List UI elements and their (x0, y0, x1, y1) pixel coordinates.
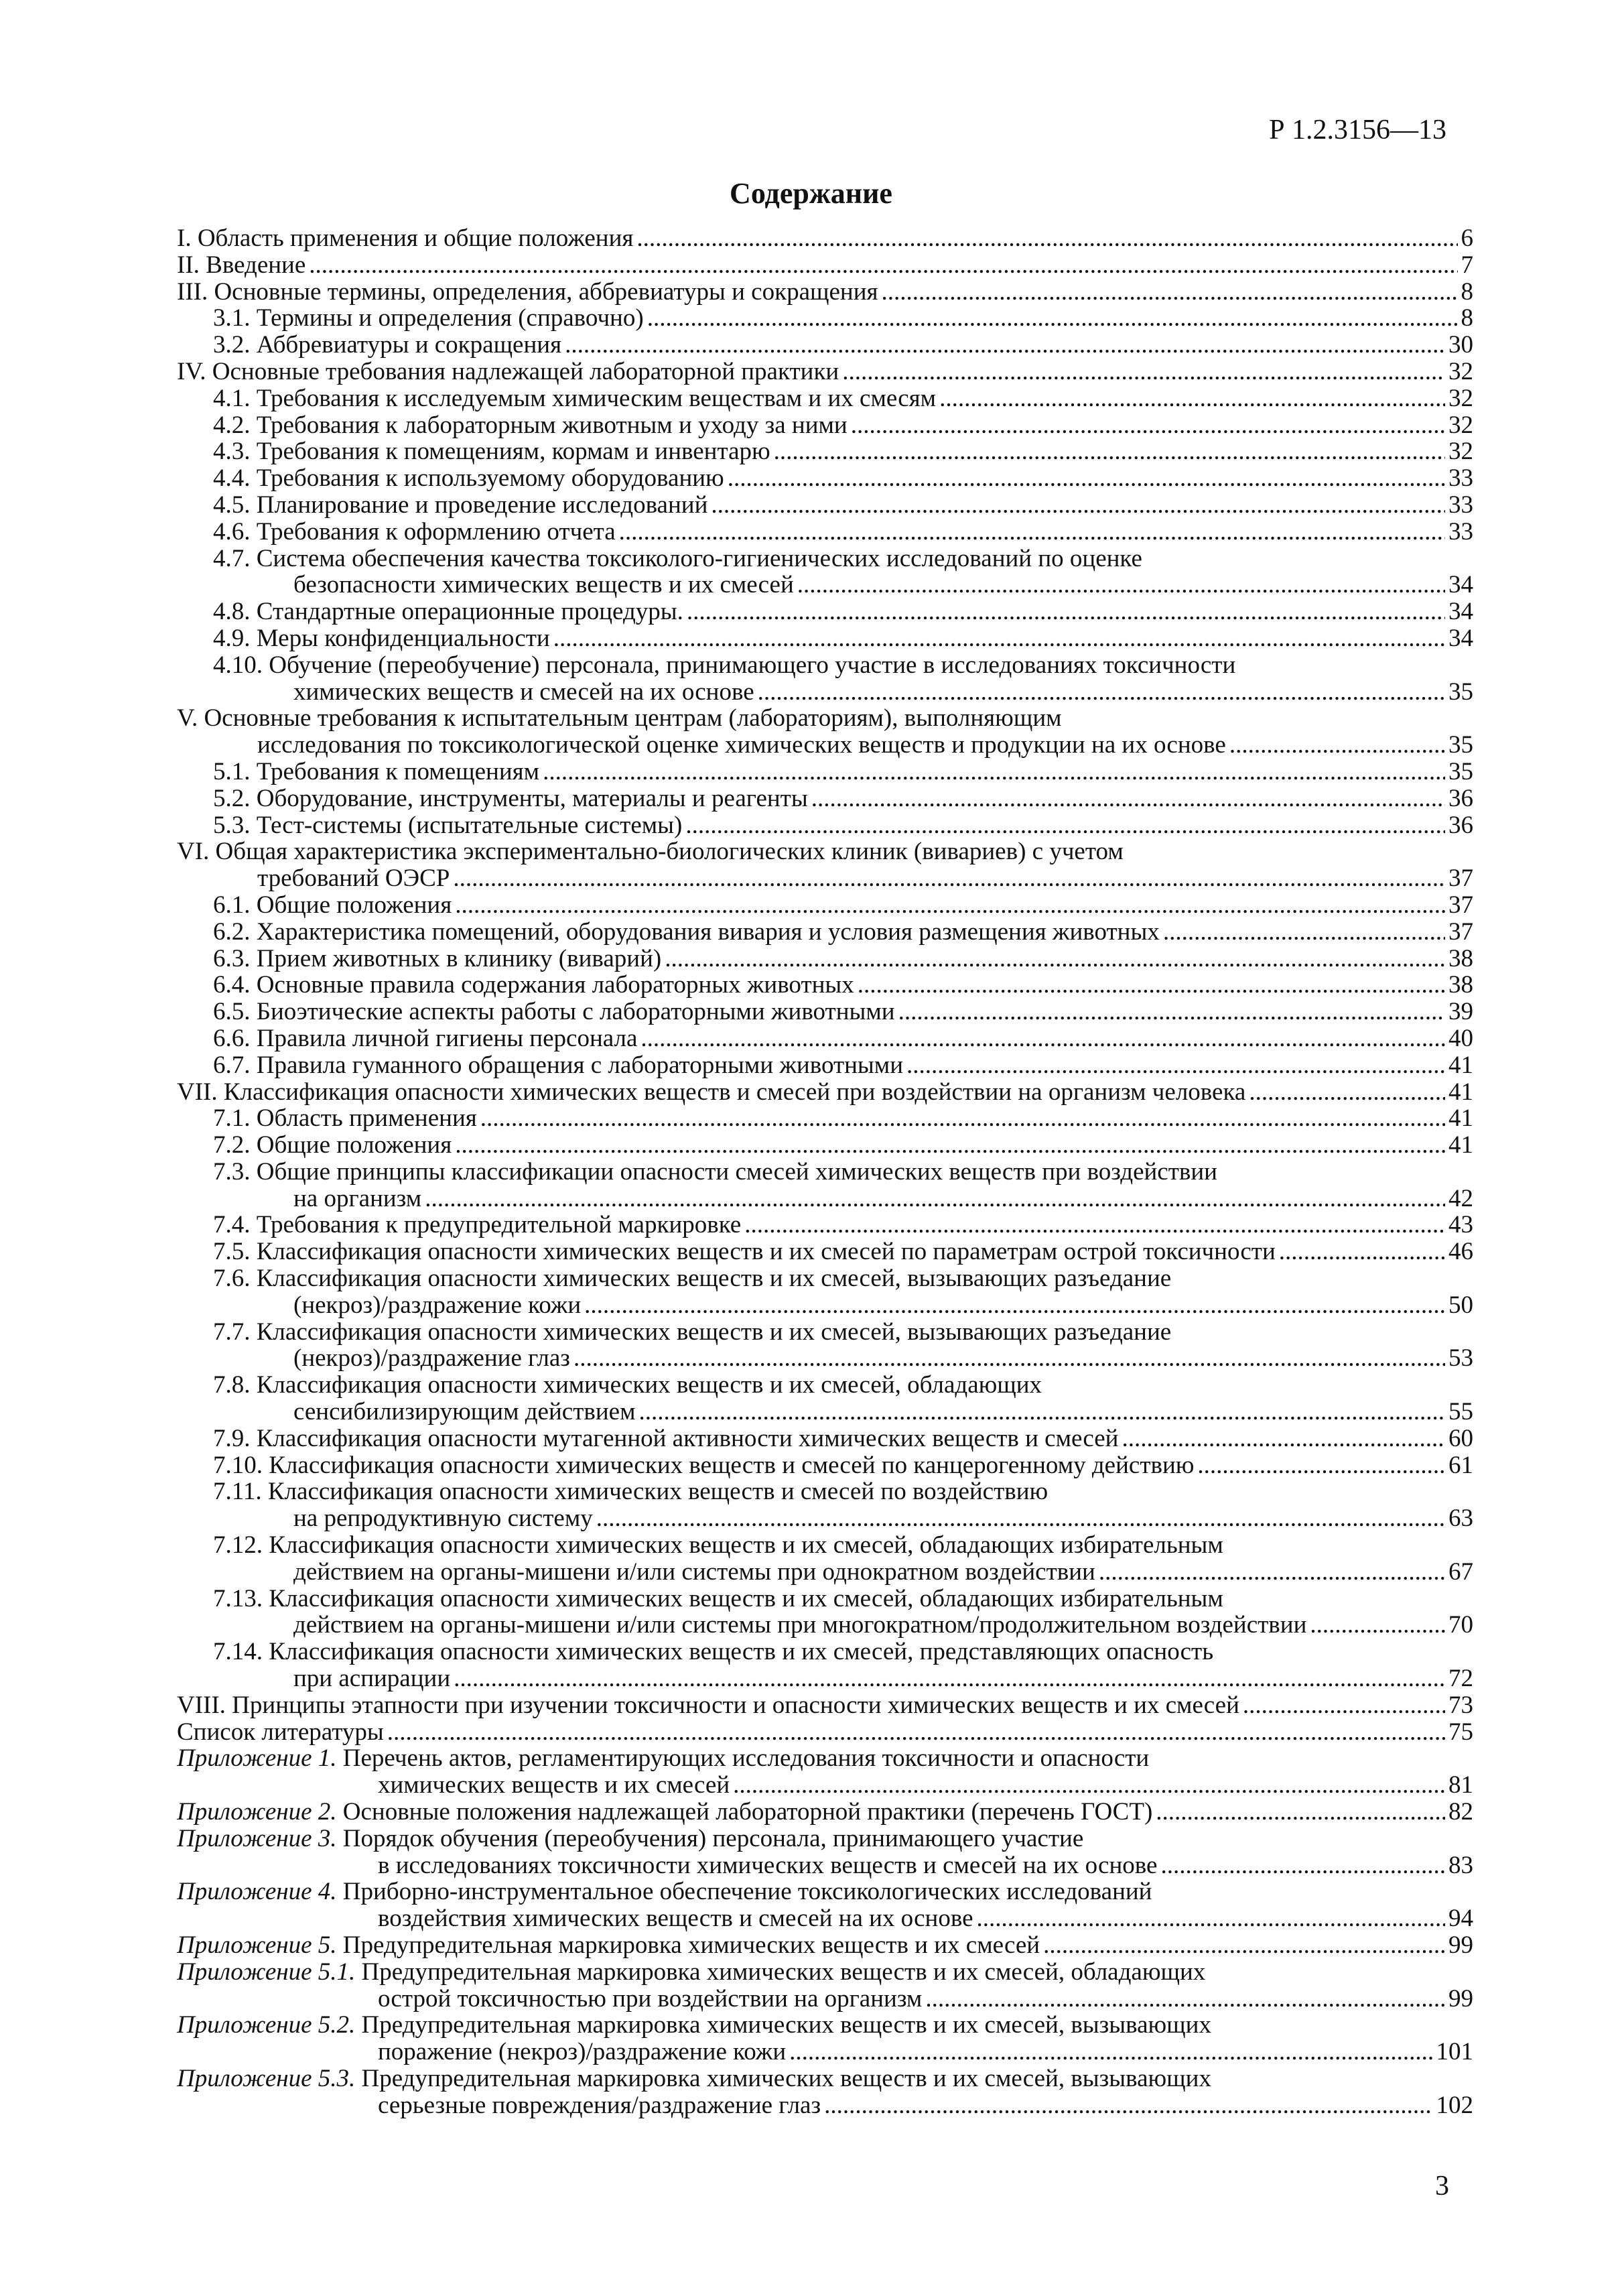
toc-entry-text: 4.4. Требования к используемому оборудованию (213, 464, 724, 493)
appendix-label: Приложение 5.2. (177, 2011, 356, 2039)
toc-entry[interactable] (177, 865, 1473, 892)
toc-entry[interactable] (177, 492, 1473, 519)
toc-entry[interactable] (177, 519, 1473, 546)
dot-leader (1249, 1079, 1445, 1106)
toc-entry-text: 7.7. Классификация опасности химических веществ и их смесей, вызывающих разъедание (213, 1318, 1172, 1346)
toc-page-number: 41 (1448, 1078, 1473, 1106)
toc-entry-line (177, 2012, 1473, 2039)
dot-leader (1279, 1238, 1445, 1265)
dot-leader (744, 1212, 1445, 1238)
dot-leader (824, 2092, 1432, 2119)
toc-entry[interactable] (177, 2039, 1473, 2065)
toc-entry-text: (некроз)/раздражение кожи (293, 1291, 582, 1319)
toc-page-number: 83 (1448, 1851, 1473, 1879)
toc-page-number: 32 (1448, 411, 1473, 439)
toc-page-number: 43 (1448, 1211, 1473, 1239)
toc-page-number: 72 (1448, 1665, 1473, 1693)
dot-leader (640, 1025, 1445, 1052)
toc-entry[interactable] (177, 1345, 1473, 1372)
toc-entry-text: VIII. Принципы этапности при изучении токсичности и опасности химических веществ и их смесей (177, 1691, 1239, 1719)
dot-leader (1163, 919, 1445, 946)
toc-page-number: 99 (1448, 1984, 1473, 2013)
toc-page-number: 102 (1436, 2091, 1473, 2119)
toc-entry[interactable] (177, 1986, 1473, 2013)
toc-entry-text: 6.2. Характеристика помещений, оборудования вивария и условия размещения животных (213, 917, 1160, 946)
toc-entry-text: химических веществ и смесей на их основе (293, 678, 754, 706)
toc-entry-line (177, 1478, 1473, 1505)
toc-page-number: 39 (1448, 998, 1473, 1026)
dot-leader (842, 359, 1445, 385)
toc-entry[interactable] (177, 892, 1473, 919)
toc-entry[interactable] (177, 999, 1473, 1025)
toc-entry[interactable] (177, 1932, 1473, 1959)
toc-entry-line (177, 1826, 1473, 1852)
toc-entry-text: 3.2. Аббревиатуры и сокращения (213, 331, 562, 359)
toc-page-number: 32 (1448, 384, 1473, 412)
toc-page-number: 67 (1448, 1557, 1473, 1586)
toc-page-number: 99 (1448, 1931, 1473, 1959)
toc-entry-text: 7.1. Область применения (213, 1104, 477, 1133)
dot-leader (619, 519, 1445, 546)
dot-leader (553, 625, 1445, 652)
toc-page-number: 34 (1448, 624, 1473, 652)
toc-entry-line (177, 546, 1473, 572)
toc-page-number: 42 (1448, 1184, 1473, 1212)
toc-entry-text: 4.10. Обучение (переобучение) персонала, принимающего участие в исследованиях токсичности (213, 651, 1236, 679)
toc-entry-text: 6.7. Правила гуманного обращения с лабораторными животными (213, 1051, 904, 1079)
toc-entry-text: поражение (некроз)/раздражение кожи (378, 2038, 787, 2066)
toc-page-number: 40 (1448, 1024, 1473, 1052)
dot-leader (455, 1132, 1445, 1159)
toc-entry[interactable] (177, 305, 1473, 332)
toc-entry-text: 4.7. Система обеспечения качества токсиколого-гигиенических исследований по оценке (213, 544, 1142, 572)
dot-leader (636, 225, 1457, 252)
toc-page-number: 34 (1448, 598, 1473, 626)
toc-entry[interactable] (177, 359, 1473, 385)
toc-entry-line (177, 652, 1473, 679)
dot-leader (728, 465, 1445, 492)
toc-entry-text: химических веществ и их смесей (378, 1771, 730, 1799)
toc-page-number: 61 (1448, 1451, 1473, 1479)
toc-entry[interactable] (177, 1505, 1473, 1532)
appendix-label: Приложение 3. (177, 1824, 337, 1852)
dot-leader (543, 759, 1445, 785)
toc-entry-text: безопасности химических веществ и их смесей (293, 571, 794, 599)
toc-entry[interactable] (177, 972, 1473, 999)
dot-leader (596, 1505, 1445, 1532)
toc-entry[interactable] (177, 279, 1473, 306)
dot-leader (711, 492, 1445, 519)
toc-page-number: 94 (1448, 1905, 1473, 1933)
dot-leader (584, 1292, 1445, 1319)
toc-entry-text: 4.8. Стандартные операционные процедуры. (213, 598, 683, 626)
toc-entry[interactable] (177, 438, 1473, 465)
toc-entry[interactable] (177, 465, 1473, 492)
toc-entry[interactable] (177, 1186, 1473, 1212)
appendix-label: Приложение 4. (177, 1878, 337, 1906)
dot-leader (774, 438, 1445, 465)
toc-entry-text: Предупредительная маркировка химических веществ и их смесей (342, 1931, 1040, 1959)
toc-entry-text: 7.2. Общие положения (213, 1131, 452, 1159)
toc-page-number: 33 (1448, 491, 1473, 519)
dot-leader (453, 865, 1445, 892)
toc-entry[interactable] (177, 1212, 1473, 1238)
toc-entry-text: Предупредительная маркировка химических веществ и их смесей, вызывающих (361, 2011, 1211, 2039)
toc-entry-text: 4.1. Требования к исследуемым химическим веществам и их смесям (213, 384, 937, 412)
toc-entry-text: 6.5. Биоэтические аспекты работы с лабораторными животными (213, 998, 895, 1026)
toc-page-number: 32 (1448, 357, 1473, 385)
toc-entry[interactable] (177, 598, 1473, 625)
dot-leader (685, 812, 1445, 839)
dot-leader (1156, 1799, 1445, 1826)
dot-leader (454, 1665, 1445, 1692)
toc-page-number: 75 (1448, 1718, 1473, 1746)
toc-entry[interactable] (177, 1452, 1473, 1479)
toc-page-number: 50 (1448, 1291, 1473, 1319)
toc-entry-text: 4.2. Требования к лабораторным животным и уходу за ними (213, 411, 848, 439)
toc-entry-text: Основные положения надлежащей лабораторной практики (перечень ГОСТ) (342, 1798, 1153, 1826)
toc-entry[interactable] (177, 1799, 1473, 1826)
toc-entry-text: III. Основные термины, определения, аббревиатуры и сокращения (177, 277, 878, 306)
toc-page-number: 36 (1448, 811, 1473, 839)
toc-page-number: 38 (1448, 971, 1473, 999)
toc-entry[interactable] (177, 1612, 1473, 1639)
toc-page-number: 73 (1448, 1691, 1473, 1719)
toc-title: Содержание (730, 177, 892, 210)
toc-page-number: 41 (1448, 1104, 1473, 1133)
toc-page-number: 32 (1448, 438, 1473, 466)
dot-leader (455, 892, 1445, 919)
dot-leader (687, 598, 1445, 625)
dot-leader (939, 385, 1445, 412)
toc-entry-text: 7.10. Классификация опасности химических веществ и смесей по канцерогенному действию (213, 1451, 1195, 1479)
toc-page-number: 6 (1461, 225, 1473, 252)
toc-entry-text: Предупредительная маркировка химических веществ и их смесей, вызывающих (361, 2064, 1211, 2092)
dot-leader (811, 785, 1445, 812)
toc-page-number: 41 (1448, 1051, 1473, 1079)
appendix-label: Приложение 2. (177, 1798, 337, 1826)
toc-page-number: 82 (1448, 1798, 1473, 1826)
toc-page-number: 8 (1461, 304, 1473, 332)
toc-entry[interactable] (177, 332, 1473, 359)
toc-entry-text: V. Основные требования к испытательным центрам (лабораториям), выполняющим (177, 704, 1062, 732)
dot-leader (858, 972, 1445, 999)
toc-entry[interactable] (177, 812, 1473, 839)
toc-page-number: 35 (1448, 757, 1473, 785)
toc-entry[interactable] (177, 1105, 1473, 1132)
toc-entry-text: Предупредительная маркировка химических веществ и их смесей, обладающих (361, 1958, 1206, 1986)
toc-entry-text: на репродуктивную систему (293, 1505, 593, 1533)
toc-entry-line (177, 1878, 1473, 1905)
toc-entry[interactable] (177, 1692, 1473, 1719)
toc-entry-text: Список литературы (177, 1718, 384, 1746)
toc-page-number: 70 (1448, 1611, 1473, 1639)
dot-leader (851, 412, 1445, 439)
toc-entry-text: 7.3. Общие принципы классификации опасности смесей химических веществ при воздействии (213, 1157, 1217, 1186)
toc-entry-text: 7.12. Классификация опасности химических веществ и их смесей, обладающих избирательным (213, 1531, 1223, 1559)
toc-entry-line (177, 1319, 1473, 1346)
toc-entry[interactable] (177, 572, 1473, 598)
dot-leader (1099, 1559, 1445, 1586)
dot-leader (480, 1105, 1445, 1132)
toc-entry-text: действием на органы-мишени и/или системы при однократном воздействии (293, 1557, 1095, 1586)
toc-entry-text: 7.5. Классификация опасности химических веществ и их смесей по параметрам острой токсичности (213, 1238, 1276, 1266)
toc-entry-text: острой токсичностью при воздействии на организм (378, 1984, 923, 2013)
toc-entry-line (177, 1159, 1473, 1186)
dot-leader (573, 1345, 1445, 1372)
dot-leader (387, 1719, 1445, 1746)
toc-entry[interactable] (177, 1238, 1473, 1265)
toc-entry-line (177, 705, 1473, 732)
toc-page-number: 37 (1448, 865, 1473, 893)
toc-entry-text: сенсибилизирующим действием (293, 1398, 636, 1426)
toc-page-number: 81 (1448, 1771, 1473, 1799)
toc-entry-text: исследования по токсикологической оценке химических веществ и продукции на их основе (257, 731, 1226, 759)
toc-page-number: 60 (1448, 1424, 1473, 1452)
dot-leader (906, 1052, 1445, 1079)
toc-entry[interactable] (177, 785, 1473, 812)
toc-entry[interactable] (177, 1905, 1473, 1932)
dot-leader (1043, 1932, 1445, 1959)
toc-entry[interactable] (177, 225, 1473, 252)
toc-entry-text: серьезные повреждения/раздражение глаз (378, 2091, 821, 2119)
toc-page-number: 33 (1448, 464, 1473, 493)
toc-entry-text: VI. Общая характеристика экспериментально-биологических клиник (вивариев) с учетом (177, 838, 1124, 866)
toc-page-number: 35 (1448, 678, 1473, 706)
toc-entry[interactable] (177, 1052, 1473, 1079)
toc-entry[interactable] (177, 1559, 1473, 1586)
dot-leader (638, 1399, 1445, 1425)
toc-entry[interactable] (177, 1772, 1473, 1799)
dot-leader (1197, 1452, 1445, 1479)
toc-entry-text: при аспирации (293, 1665, 451, 1693)
toc-entry[interactable] (177, 1852, 1473, 1879)
toc-page-number: 41 (1448, 1131, 1473, 1159)
toc-entry-line (177, 1586, 1473, 1612)
toc-entry-text: 4.5. Планирование и проведение исследований (213, 491, 708, 519)
toc-entry-line (177, 1639, 1473, 1665)
dot-leader (309, 252, 1457, 279)
toc-entry[interactable] (177, 1665, 1473, 1692)
toc-entry[interactable] (177, 759, 1473, 785)
toc-entry[interactable] (177, 1025, 1473, 1052)
dot-leader (1229, 732, 1445, 759)
toc-entry-line (177, 838, 1473, 865)
dot-leader (925, 1986, 1445, 2013)
toc-page-number: 101 (1436, 2038, 1473, 2066)
toc-entry[interactable] (177, 625, 1473, 652)
table-of-contents (177, 225, 1473, 2119)
dot-leader (758, 679, 1445, 706)
toc-entry[interactable] (177, 1292, 1473, 1319)
toc-entry-text: II. Введение (177, 251, 306, 279)
toc-entry-line (177, 2065, 1473, 2092)
toc-entry-text: на организм (293, 1184, 422, 1212)
toc-entry[interactable] (177, 1132, 1473, 1159)
toc-entry-text: требований ОЭСР (257, 865, 450, 893)
toc-entry-text: воздействия химических веществ и смесей на их основе (378, 1905, 973, 1933)
dot-leader (882, 279, 1458, 306)
toc-entry-text: 5.2. Оборудование, инструменты, материалы и реагенты (213, 784, 808, 812)
toc-entry-line (177, 1372, 1473, 1399)
toc-entry[interactable] (177, 919, 1473, 946)
toc-entry[interactable] (177, 2092, 1473, 2119)
toc-entry-line (177, 1959, 1473, 1986)
toc-entry-text: в исследованиях токсичности химических веществ и смесей на их основе (378, 1851, 1158, 1879)
toc-entry-text: Приборно-инструментальное обеспечение токсикологических исследований (342, 1878, 1152, 1906)
toc-entry[interactable] (177, 1425, 1473, 1452)
appendix-label: Приложение 5.3. (177, 2064, 356, 2092)
toc-entry-line (177, 1532, 1473, 1559)
toc-entry-text: 7.11. Классификация опасности химических веществ и смесей по воздействию (213, 1478, 1049, 1506)
toc-entry[interactable] (177, 1719, 1473, 1746)
toc-page-number: 37 (1448, 917, 1473, 946)
toc-page-number: 38 (1448, 944, 1473, 972)
toc-entry[interactable] (177, 679, 1473, 706)
toc-entry[interactable] (177, 385, 1473, 412)
dot-leader (425, 1186, 1445, 1212)
document-code: Р 1.2.3156—13 (1269, 115, 1446, 145)
appendix-label: Приложение 5.1. (177, 1958, 356, 1986)
dot-leader (1160, 1852, 1445, 1879)
toc-entry-text: 4.3. Требования к помещениям, кормам и инвентарю (213, 438, 770, 466)
toc-entry-text: 6.4. Основные правила содержания лабораторных животных (213, 971, 854, 999)
dot-leader (665, 946, 1445, 972)
toc-entry-text: 7.8. Классификация опасности химических веществ и их смесей, обладающих (213, 1371, 1042, 1399)
dot-leader (898, 999, 1445, 1025)
toc-entry-text: 4.6. Требования к оформлению отчета (213, 517, 616, 546)
dot-leader (565, 332, 1445, 359)
toc-page-number: 36 (1448, 784, 1473, 812)
toc-entry-text: 6.1. Общие положения (213, 891, 452, 919)
toc-entry-text: 7.13. Классификация опасности химических веществ и их смесей, обладающих избирательным (213, 1584, 1223, 1612)
appendix-label: Приложение 5. (177, 1931, 337, 1959)
dot-leader (1310, 1612, 1445, 1639)
toc-entry[interactable] (177, 946, 1473, 972)
dot-leader (789, 2039, 1432, 2065)
toc-page-number: 55 (1448, 1398, 1473, 1426)
toc-entry-text: (некроз)/раздражение глаз (293, 1344, 570, 1373)
dot-leader (733, 1772, 1445, 1799)
dot-leader (797, 572, 1445, 598)
toc-entry-text: 7.9. Классификация опасности мутагенной активности химических веществ и смесей (213, 1424, 1119, 1452)
toc-entry-text: 5.3. Тест-системы (испытательные системы) (213, 811, 683, 839)
toc-entry[interactable] (177, 1079, 1473, 1106)
toc-entry-text: Перечень актов, регламентирующих исследования токсичности и опасности (342, 1744, 1150, 1773)
dot-leader (647, 305, 1458, 332)
toc-entry-text: 5.1. Требования к помещениям (213, 757, 540, 785)
toc-page-number: 30 (1448, 331, 1473, 359)
toc-entry-text: действием на органы-мишени и/или системы при многократном/продолжительном воздействии (293, 1611, 1307, 1639)
toc-page-number: 37 (1448, 891, 1473, 919)
toc-entry-text: Порядок обучения (переобучения) персонала, принимающего участие (342, 1824, 1084, 1852)
toc-page-number: 8 (1461, 277, 1473, 306)
toc-entry-line (177, 1745, 1473, 1772)
toc-entry[interactable] (177, 1399, 1473, 1425)
toc-entry-text: 7.4. Требования к предупредительной маркировке (213, 1211, 742, 1239)
toc-page-number: 63 (1448, 1505, 1473, 1533)
toc-entry-text: 6.3. Прием животных в клинику (виварий) (213, 944, 662, 972)
dot-leader (977, 1905, 1445, 1932)
dot-leader (1243, 1692, 1445, 1719)
toc-entry-text: 4.9. Меры конфиденциальности (213, 624, 550, 652)
toc-page-number: 33 (1448, 517, 1473, 546)
toc-entry-text: 7.6. Классификация опасности химических веществ и их смесей, вызывающих разъедание (213, 1265, 1172, 1293)
toc-page-number: 7 (1461, 251, 1473, 279)
toc-entry-text: IV. Основные требования надлежащей лабораторной практики (177, 357, 839, 385)
toc-entry-text: I. Область применения и общие положения (177, 225, 634, 252)
toc-entry[interactable] (177, 732, 1473, 759)
toc-entry-text: 7.14. Классификация опасности химических веществ и их смесей, представляющих опасность (213, 1638, 1214, 1666)
dot-leader (1122, 1425, 1445, 1452)
toc-entry[interactable] (177, 252, 1473, 279)
toc-page-number: 35 (1448, 731, 1473, 759)
toc-page-number: 46 (1448, 1238, 1473, 1266)
toc-entry-text: 3.1. Термины и определения (справочно) (213, 304, 644, 332)
page-number: 3 (1435, 2171, 1449, 2202)
toc-entry[interactable] (177, 412, 1473, 439)
toc-entry-line (177, 1265, 1473, 1292)
toc-page-number: 53 (1448, 1344, 1473, 1373)
appendix-label: Приложение 1. (177, 1744, 337, 1773)
toc-entry-text: VII. Классификация опасности химических веществ и смесей при воздействии на организм человека (177, 1078, 1246, 1106)
toc-page-number: 34 (1448, 571, 1473, 599)
toc-entry-text: 6.6. Правила личной гигиены персонала (213, 1024, 638, 1052)
